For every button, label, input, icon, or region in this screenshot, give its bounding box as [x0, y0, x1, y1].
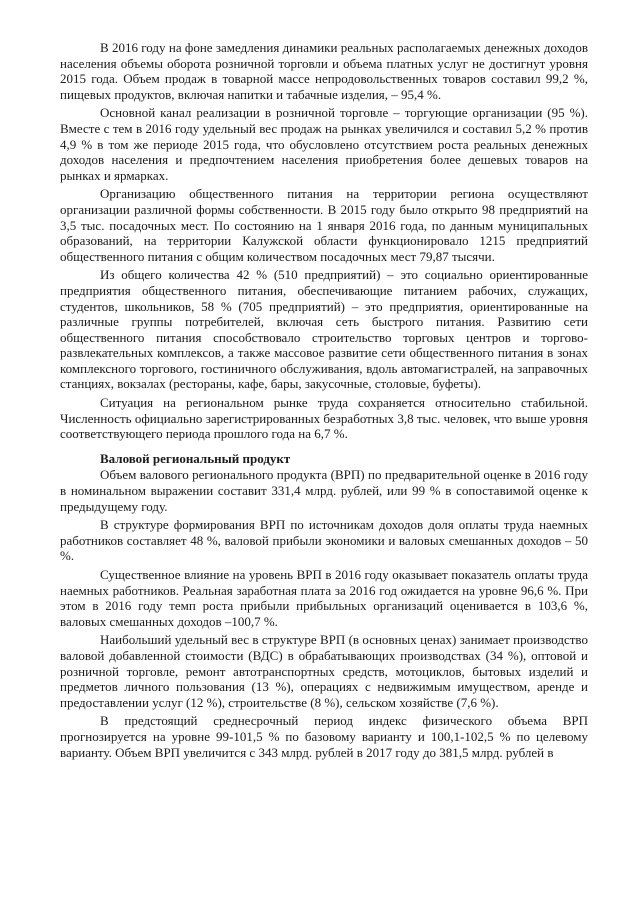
document-page: [60, 40, 588, 763]
paragraph-grp-income-structure: В структуре формирования ВРП по источникам доходов доля оплаты труда наемных работников составляет 48 %, валовой прибыли экономики и валовых смешанных доходов – 50 %.: [60, 517, 588, 564]
paragraph-grp-volume: Объем валового регионального продукта (ВРП) по предварительной оценке в 2016 году в номинальном выражении составит 331,4 млрд. рублей, или 99 % в сопоставимой оценке к предыдущему году.: [60, 467, 588, 514]
paragraph-grp-forecast: В предстоящий среднесрочный период индекс физического объема ВРП прогнозируется на уровне 99-101,5 % по базовому варианту и 100,1-102,5 % по целевому варианту. Объем ВРП увеличится с 343 млрд. рублей в 2017 году до 381,5 млрд. рублей в: [60, 713, 588, 760]
paragraph-retail-dynamics: В 2016 году на фоне замедления динамики реальных располагаемых денежных доходов населения объемы оборота розничной торговли и объема платных услуг не достигнут уровня 2015 года. Объем продаж в товарной массе непродовольственных товаров составил 99,2 %, пищевых продуктов, включая напитки и табачные изделия, – 95,4 %.: [60, 40, 588, 102]
paragraph-retail-channels: Основной канал реализации в розничной торговле – торгующие организации (95 %). Вместе с тем в 2016 году удельный вес продаж на рынках увеличился и составил 5,2 % против 4,9 % в том же периоде 2015 года, что обусловлено отсутствием роста реальных денежных доходов населения и предпочтением населения приобретения более дешевых товаров на рынках и ярмарках.: [60, 105, 588, 183]
section-heading-grp: Валовой региональный продукт: [100, 450, 291, 466]
paragraph-catering-organization: Организацию общественного питания на территории региона осуществляют организации различной формы собственности. В 2015 году было открыто 98 предприятий на 3,5 тыс. посадочных мест. По состоянию на 1 января 2016 года, по данным муниципальных образований, на территории Калужской области функционировало 1215 предприятий общественного питания с общим количеством посадочных мест 79,87 тысячи.: [60, 186, 588, 264]
paragraph-labor-market: Ситуация на региональном рынке труда сохраняется относительно стабильной. Численность официально зарегистрированных безработных 3,8 тыс. человек, что выше уровня соответствующего периода прошлого года на 6,7 %.: [60, 395, 588, 442]
paragraph-grp-wages: Существенное влияние на уровень ВРП в 2016 году оказывает показатель оплаты труда наемных работников. Реальная заработная плата за 2016 год ожидается на уровне 96,6 %. При этом в 2016 году темп роста прибыли прибыльных организаций оценивается в 103,6 %, валовых смешанных доходов –100,7 %.: [60, 567, 588, 629]
paragraph-catering-structure: Из общего количества 42 % (510 предприятий) – это социально ориентированные предприятия общественного питания, обеспечивающие питанием рабочих, служащих, студентов, школьников, 58 % (705 предприятий) – это предприятия, ориентированные на различные группы потребителей, включая сеть быстрого питания. Развитию сети общественного питания способствовало строительство торговых центров и торгово-развлекательных комплексов, а также массовое развитие сети общественного питания в зонах комплексного торгового, гостиничного обслуживания, вдоль автомагистралей, на заправочных станциях, вокзалах (рестораны, кафе, бары, закусочные, столовые, буфеты).: [60, 267, 588, 392]
paragraph-grp-sectors: Наибольший удельный вес в структуре ВРП (в основных ценах) занимает производство валовой добавленной стоимости (ВДС) в обрабатывающих производствах (34 %), оптовой и розничной торговле, ремонт автотранспортных средств, мотоциклов, бытовых изделий и предметов личного пользования (13 %), операциях с недвижимым имуществом, аренде и предоставлении услуг (12 %), строительстве (8 %), сельском хозяйстве (7,6 %).: [60, 632, 588, 710]
